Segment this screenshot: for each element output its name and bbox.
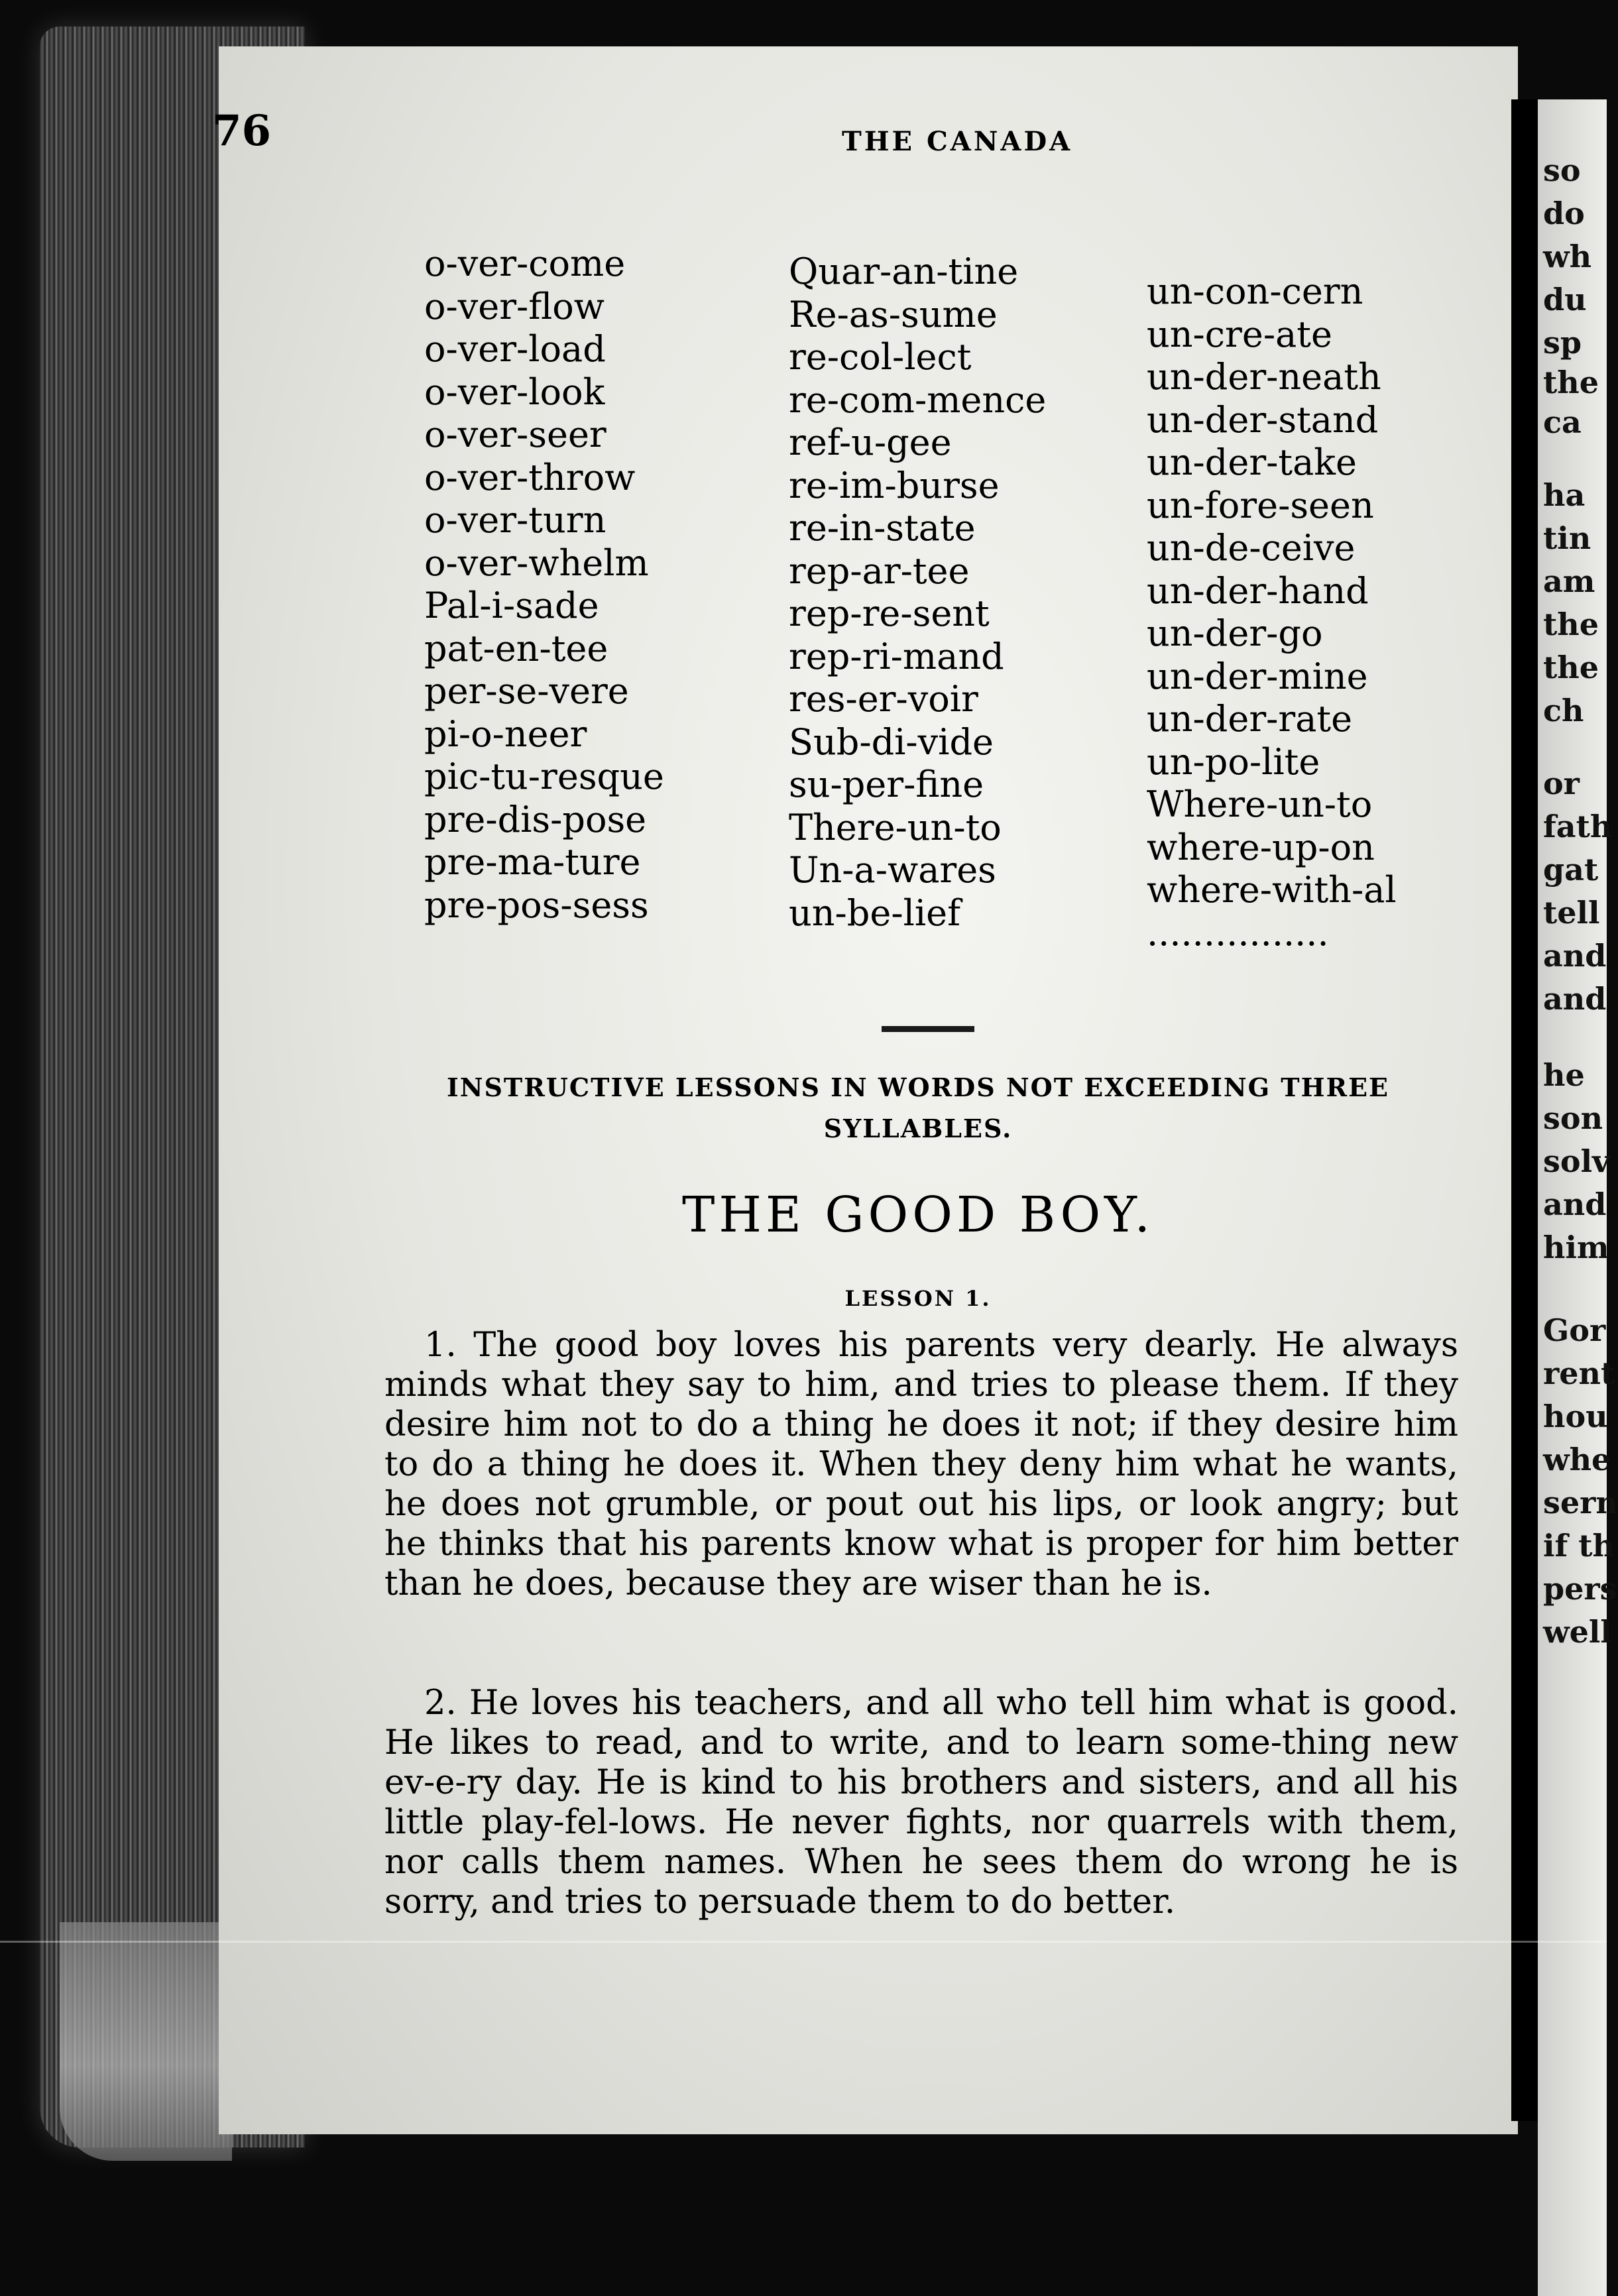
adjacent-text: the — [1543, 365, 1599, 400]
adjacent-text: him — [1543, 1230, 1609, 1265]
word-entry: o-ver-turn — [424, 499, 607, 541]
word-entry: un-con-cern — [1147, 270, 1363, 312]
word-entry: o-ver-come — [424, 243, 626, 284]
word-entry: un-der-neath — [1147, 356, 1381, 398]
word-entry: un-cre-ate — [1147, 313, 1332, 355]
word-entry: res-er-voir — [789, 678, 978, 720]
word-entry: re-col-lect — [789, 336, 972, 378]
running-title: THE CANADA — [842, 126, 1073, 157]
word-entry: pre-pos-sess — [424, 884, 649, 926]
scan-artifact-line — [0, 1941, 1607, 1943]
word-entry: re-com-mence — [789, 378, 1047, 421]
adjacent-text: ha — [1543, 477, 1586, 513]
word-entry: ref-u-gee — [789, 422, 952, 463]
word-entry: ................ — [1147, 911, 1329, 954]
story-title: THE GOOD BOY. — [682, 1186, 1154, 1243]
word-entry: pic-tu-resque — [424, 756, 664, 797]
adjacent-text: ca — [1543, 404, 1582, 440]
word-entry: where-with-al — [1147, 869, 1397, 911]
adjacent-text: wh — [1543, 239, 1592, 274]
word-entry: There-un-to — [789, 806, 1002, 848]
word-entry: o-ver-look — [424, 371, 605, 413]
adjacent-text: hou — [1543, 1399, 1608, 1434]
adjacent-text: if th — [1543, 1528, 1615, 1564]
adjacent-text: gat — [1543, 852, 1599, 888]
word-entry: o-ver-whelm — [424, 542, 649, 584]
word-entry: Sub-di-vide — [789, 720, 994, 763]
adjacent-text: do — [1543, 196, 1585, 231]
word-entry: Un-a-wares — [789, 849, 996, 891]
adjacent-text: Gor — [1543, 1312, 1606, 1348]
word-entry: re-in-state — [789, 507, 976, 549]
word-entry: Where-un-to — [1147, 783, 1373, 825]
word-entry: un-po-lite — [1147, 740, 1320, 783]
adjacent-text: rent — [1543, 1355, 1615, 1391]
word-entry: rep-ri-mand — [789, 635, 1004, 677]
book-edge-highlight — [60, 1922, 232, 2161]
word-entry: Re-as-sume — [789, 293, 998, 335]
word-entry: where-up-on — [1147, 826, 1375, 868]
word-entry: un-be-lief — [789, 891, 961, 934]
adjacent-text: solv — [1543, 1143, 1610, 1179]
adjacent-text: tell — [1543, 895, 1600, 931]
adjacent-text: sern — [1543, 1485, 1618, 1521]
word-entry: per-se-vere — [424, 670, 629, 712]
section-heading: INSTRUCTIVE LESSONS IN WORDS NOT EXCEEDING THREE SYLLABLES. — [446, 1072, 1389, 1143]
adjacent-page-fragment — [1538, 99, 1618, 2296]
adjacent-text: and — [1543, 1186, 1607, 1222]
adjacent-text: pers — [1543, 1571, 1617, 1607]
adjacent-text: fath — [1543, 809, 1613, 844]
word-entry: pre-dis-pose — [424, 798, 647, 840]
adjacent-text: whe — [1543, 1442, 1611, 1477]
word-entry: o-ver-throw — [424, 456, 636, 498]
adjacent-text: and — [1543, 981, 1607, 1017]
word-entry: o-ver-seer — [424, 414, 607, 455]
word-column-2 — [789, 251, 1046, 935]
word-column-3 — [1147, 270, 1397, 954]
word-entry: rep-re-sent — [789, 593, 990, 634]
adjacent-text: he — [1543, 1057, 1585, 1093]
adjacent-text: du — [1543, 282, 1587, 317]
lesson-paragraph-1: 1. The good boy loves his parents very dearly. He always minds what they say to him, and tries to please them. If they desire him not to do a thing he does it not; if they desire him to do a thing he does it. When they deny him what he wants, he does not grumble, or pout out his lips, or look angry; but he thinks that his parents know what is proper for him better than he does, because they are wiser than he is. — [384, 1326, 1458, 1603]
word-entry: rep-ar-tee — [789, 549, 970, 592]
word-entry: o-ver-flow — [424, 285, 605, 327]
word-entry: un-der-mine — [1147, 655, 1368, 697]
lesson-paragraph-2: 2. He loves his teachers, and all who tell him what is good. He likes to read, and to write, and to learn some-thing new ev-e-ry day. He is kind to his brothers and sisters, and all his little play-fel-lows. He never fights, nor quarrels with them, nor calls them names. When he sees them do wrong he is sorry, and tries to persuade them to do better. — [384, 1684, 1458, 1922]
section-divider — [882, 1026, 974, 1032]
page-number: 76 — [212, 106, 272, 156]
adjacent-text: and — [1543, 938, 1607, 974]
adjacent-text: son — [1543, 1100, 1603, 1136]
lesson-label: LESSON 1. — [844, 1286, 992, 1311]
word-entry: re-im-burse — [789, 464, 1000, 506]
word-entry: un-de-ceive — [1147, 527, 1356, 569]
word-entry: un-fore-seen — [1147, 484, 1374, 526]
word-entry: o-ver-load — [424, 328, 606, 370]
adjacent-text: well — [1543, 1614, 1612, 1650]
word-entry: un-der-take — [1147, 441, 1357, 483]
adjacent-text: am — [1543, 563, 1595, 599]
word-entry: un-der-hand — [1147, 569, 1369, 612]
adjacent-text: sp — [1543, 325, 1582, 361]
adjacent-text: tin — [1543, 520, 1591, 556]
word-entry: pi-o-neer — [424, 713, 587, 755]
word-column-1 — [424, 243, 664, 927]
word-entry: pre-ma-ture — [424, 841, 641, 883]
word-entry: su-per-fine — [789, 764, 984, 805]
word-entry: Quar-an-tine — [789, 251, 1019, 292]
adjacent-text: or — [1543, 766, 1580, 801]
word-entry: un-der-rate — [1147, 698, 1353, 740]
word-entry: un-der-stand — [1147, 398, 1379, 441]
adjacent-text: the — [1543, 650, 1599, 685]
word-entry: Pal-i-sade — [424, 585, 599, 626]
adjacent-text: the — [1543, 606, 1599, 642]
word-entry: pat-en-tee — [424, 627, 608, 669]
adjacent-text: so — [1543, 152, 1581, 188]
word-entry: un-der-go — [1147, 612, 1323, 654]
adjacent-text: ch — [1543, 693, 1584, 728]
